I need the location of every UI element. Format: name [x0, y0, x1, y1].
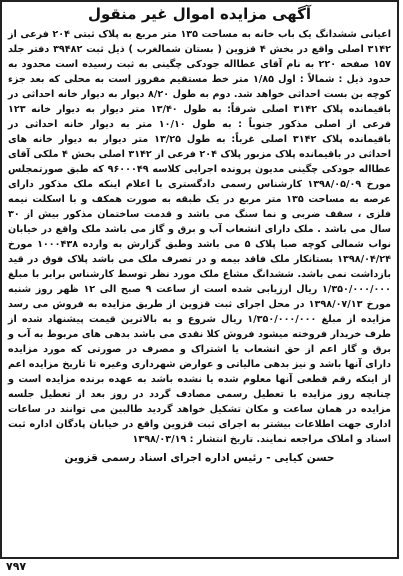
notice-body: اعیانی ششدانگ یک باب خانه به مساحت ۱۳۵ متر مربع به پلاک ثبتی ۲۰۴ فرعی از ۳۱۴۲ اصلی واقع در بخش ۴ قزوین ( بستان شمالغرب ) ذیل ثبت ۳۹۴۸۲ دفتر جلد ۱۵۷ صفحه ۲۲۰ به نام آقای عطااله جودکی چگینی به ثبت رسیده است محدود به حدود ذیل : شمالاً : اول ۱/۸۵ متر خط مستقیم مفروز است به محلی که بعد جزء کوچه بن بست احداثی خواهد شد. دوم به طول ۸/۲۰ دیوار به دیوار خانه احداثی در باقیمانده پلاک ۳۱۴۲ اصلی شرقاً: به طول ۱۳/۴۰ متر دیوار به دیوار خانه ۱۲۳ فرعی از اصلی مذکور جنوباً : به طول ۱۰/۱۰ متر به دیوار خانه احداثی در باقیمانده پلاک ۳۱۴۲ اصلی غرباً: به طول ۱۳/۲۵ متر دیوار به دیوار خانه های احداثی در باقیمانده پلاک مزبور پلاک ۲۰۴ فرعی از ۳۱۴۲ اصلی بخش ۴ ملکی آقای عطااله جودکی چگینی مدیون پرونده اجرایی کلاسه ۹۶۰۰۰۴۹ که طبق صورتمجلس مورخ ۱۳۹۸/۰۵/۰۹ کارشناس رسمی دادگستری با اعلام اینکه ملک مذکور دارای عرصه به مساحت ۱۳۵ متر مربع در یک طبقه به صورت همکف و با اسکلت نیمه فلزی ، سقف ضربی و نما سنگ می باشد و قدمت ساختمان مذکور بیش از ۳۰ سال می باشد . ملک دارای انشعاب آب و برق و گاز می باشد ملک واقع در خیابان نواب شمالی کوچه صبا پلاک ۵ می باشد وطبق گزارش به وارده ۱۰۰۰۴۳۸ مورخ ۱۳۹۸/۰۴/۲۴ بستانکار ملک فاقد بیمه و در تصرف ملک می باشد پلاک فوق در قید بازداشت نمی باشد. ششدانگ مشاع ملک مورد نظر توسط کارشناس برابر با مبلغ ۱/۳۵۰/۰۰۰/۰۰۰ ریال ارزیابی شده است از ساعت ۹ صبح الی ۱۲ ظهر روز شنبه مورخ ۱۳۹۸/۰۷/۱۳ در محل اجرای ثبت قزوین از طریق مزایده به فروش می رسد مزایده از مبلغ ۱/۳۵۰/۰۰۰/۰۰۰ ریال شروع و به بالاترین قیمت پیشنهاد شده از طرف خریدار فروخته میشود فروش کلا نقدی می باشد بدهی های مربوط به آب و برق و گاز اعم از حق انشعاب یا اشتراک و مصرف در صورتی که مورد مزایده دارای آنها باشد و نیز بدهی مالیاتی و عوارض شهرداری وغیره تا تاریخ مزایده اعم از اینکه رقم قطعی آنها معلوم شده یا نشده باشد به عهده برنده مزایده است و چنانچه روز مزایده با تعطیل رسمی مصادف گردد در روز بعد از تعطیل جلسه مزایده در همان ساعت و مکان تشکیل خواهد گردید طالبین می توانند در ساعات اداری جهت اطلاعات بیشتر به اجرای ثبت قزوین واقع در خیابان پادگان اداره ثبت اسناد و املاک مراجعه نمایند. تاریخ انتشار : ۱۳۹۸/۰۳/۱۹: [8, 29, 392, 445]
page-number: ۷۹۷: [6, 560, 27, 573]
notice-title: آگهی مزایده اموال غیر منقول: [87, 5, 312, 23]
notice-signature: حسن کیایی - رئیس اداره اجرای اسناد رسمی قزوین: [64, 452, 335, 464]
